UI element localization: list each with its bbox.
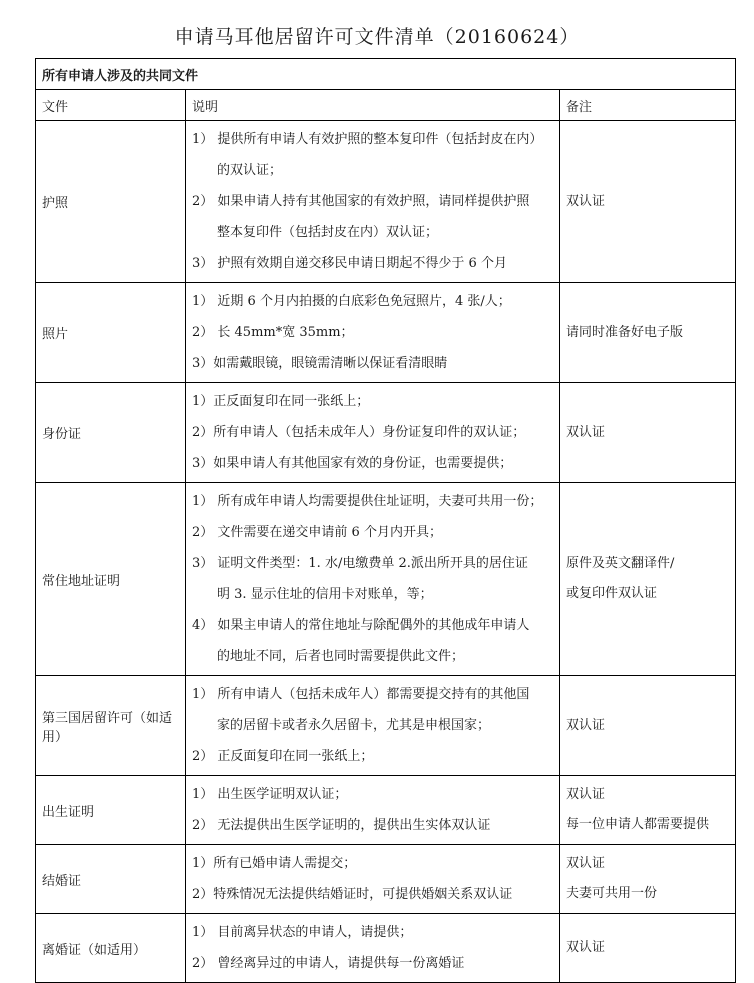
description-line: 家的居留卡或者永久居留卡，尤其是申根国家； (217, 718, 491, 733)
note-line: 双认证 (566, 856, 606, 871)
note-cell (560, 483, 736, 676)
note-line: 双认证 (566, 424, 606, 440)
note-cell (560, 676, 736, 776)
header-note: 备注 (560, 90, 736, 121)
note-line: 双认证 (566, 787, 606, 802)
description-line: 2） 文件需要在递交申请前 6 个月内开具； (192, 525, 442, 540)
table-row (36, 914, 736, 983)
description-line: 明 3. 显示住址的信用卡对账单，等； (217, 587, 433, 602)
table-row (36, 121, 736, 283)
description-line: 2）所有申请人（包括未成年人）身份证复印件的双认证； (192, 425, 526, 440)
note-line: 双认证 (566, 940, 606, 955)
description-cell (186, 676, 560, 776)
note-line: 请同时准备好电子版 (566, 324, 684, 340)
description-line: 2） 正反面复印在同一张纸上； (192, 749, 374, 764)
description-line: 1） 所有成年申请人均需要提供住址证明，夫妻可共用一份； (192, 494, 543, 509)
description-line: 2） 长 45mm*宽 35mm； (192, 325, 354, 340)
doc-name-cell: 常住地址证明 (36, 483, 186, 676)
doc-name-cell: 第三国居留许可（如适用） (36, 676, 186, 776)
table-row (36, 283, 736, 383)
page-title: 申请马耳他居留许可文件清单（20160624） (174, 26, 580, 48)
description-line: 1）正反面复印在同一张纸上； (192, 394, 370, 409)
description-cell (186, 914, 560, 983)
description-cell (186, 283, 560, 383)
note-cell (560, 121, 736, 283)
table-row (36, 483, 736, 676)
description-line: 2） 曾经离异过的申请人，请提供每一份离婚证 (192, 956, 465, 971)
description-line: 4） 如果主申请人的常住地址与除配偶外的其他成年申请人 (192, 618, 530, 633)
description-line: 1）所有已婚申请人需提交； (192, 856, 357, 871)
note-line: 夫妻可共用一份 (566, 886, 658, 901)
note-cell (560, 283, 736, 383)
header-row (36, 90, 736, 121)
description-cell (186, 121, 560, 283)
description-line: 3） 证明文件类型：1. 水/电缴费单 2.派出所开具的居住证 (192, 556, 528, 571)
doc-name-cell: 结婚证 (36, 845, 186, 914)
description-line: 整本复印件（包括封皮在内）双认证； (217, 225, 439, 240)
doc-name-cell: 身份证 (36, 383, 186, 483)
document-checklist-table (35, 58, 736, 983)
description-line: 的双认证； (217, 163, 283, 178)
header-desc: 说明 (186, 90, 560, 121)
note-cell (560, 845, 736, 914)
doc-name-cell: 护照 (36, 121, 186, 283)
description-line: 3）如需戴眼镜，眼镜需清晰以保证看清眼睛 (192, 356, 448, 371)
note-cell (560, 914, 736, 983)
doc-name-cell: 出生证明 (36, 776, 186, 845)
description-line: 1） 所有申请人（包括未成年人）都需要提交持有的其他国 (192, 687, 530, 702)
description-cell (186, 845, 560, 914)
description-line: 3）如果申请人有其他国家有效的身份证，也需要提供； (192, 456, 513, 471)
section-title: 所有申请人涉及的共同文件 (36, 59, 736, 90)
table-row (36, 676, 736, 776)
header-doc: 文件 (36, 90, 186, 121)
doc-name-cell: 离婚证（如适用） (36, 914, 186, 983)
description-line: 2）特殊情况无法提供结婚证时，可提供婚姻关系双认证 (192, 887, 513, 902)
description-line: 1） 出生医学证明双认证； (192, 787, 348, 802)
description-cell (186, 383, 560, 483)
description-line: 1） 近期 6 个月内拍摄的白底彩色免冠照片，4 张/人； (192, 294, 511, 309)
note-cell (560, 776, 736, 845)
note-cell (560, 383, 736, 483)
description-line: 1） 目前离异状态的申请人，请提供； (192, 925, 413, 940)
note-line: 双认证 (566, 717, 606, 733)
description-cell (186, 776, 560, 845)
note-line: 或复印件双认证 (566, 586, 658, 601)
doc-name-cell: 照片 (36, 283, 186, 383)
table-row (36, 845, 736, 914)
table-row (36, 383, 736, 483)
description-line: 1） 提供所有申请人有效护照的整本复印件（包括封皮在内） (192, 132, 543, 147)
table-row (36, 776, 736, 845)
note-line: 双认证 (566, 193, 606, 209)
description-line: 的地址不同，后者也同时需要提供此文件； (217, 649, 465, 664)
section-row (36, 59, 736, 90)
table-body (36, 59, 736, 983)
description-line: 3） 护照有效期自递交移民申请日期起不得少于 6 个月 (192, 256, 507, 271)
description-line: 2） 无法提供出生医学证明的，提供出生实体双认证 (192, 818, 491, 833)
description-cell (186, 483, 560, 676)
note-line: 每一位申请人都需要提供 (566, 817, 710, 832)
note-line: 原件及英文翻译件/ (566, 556, 675, 571)
description-line: 2） 如果申请人持有其他国家的有效护照，请同样提供护照 (192, 194, 530, 209)
